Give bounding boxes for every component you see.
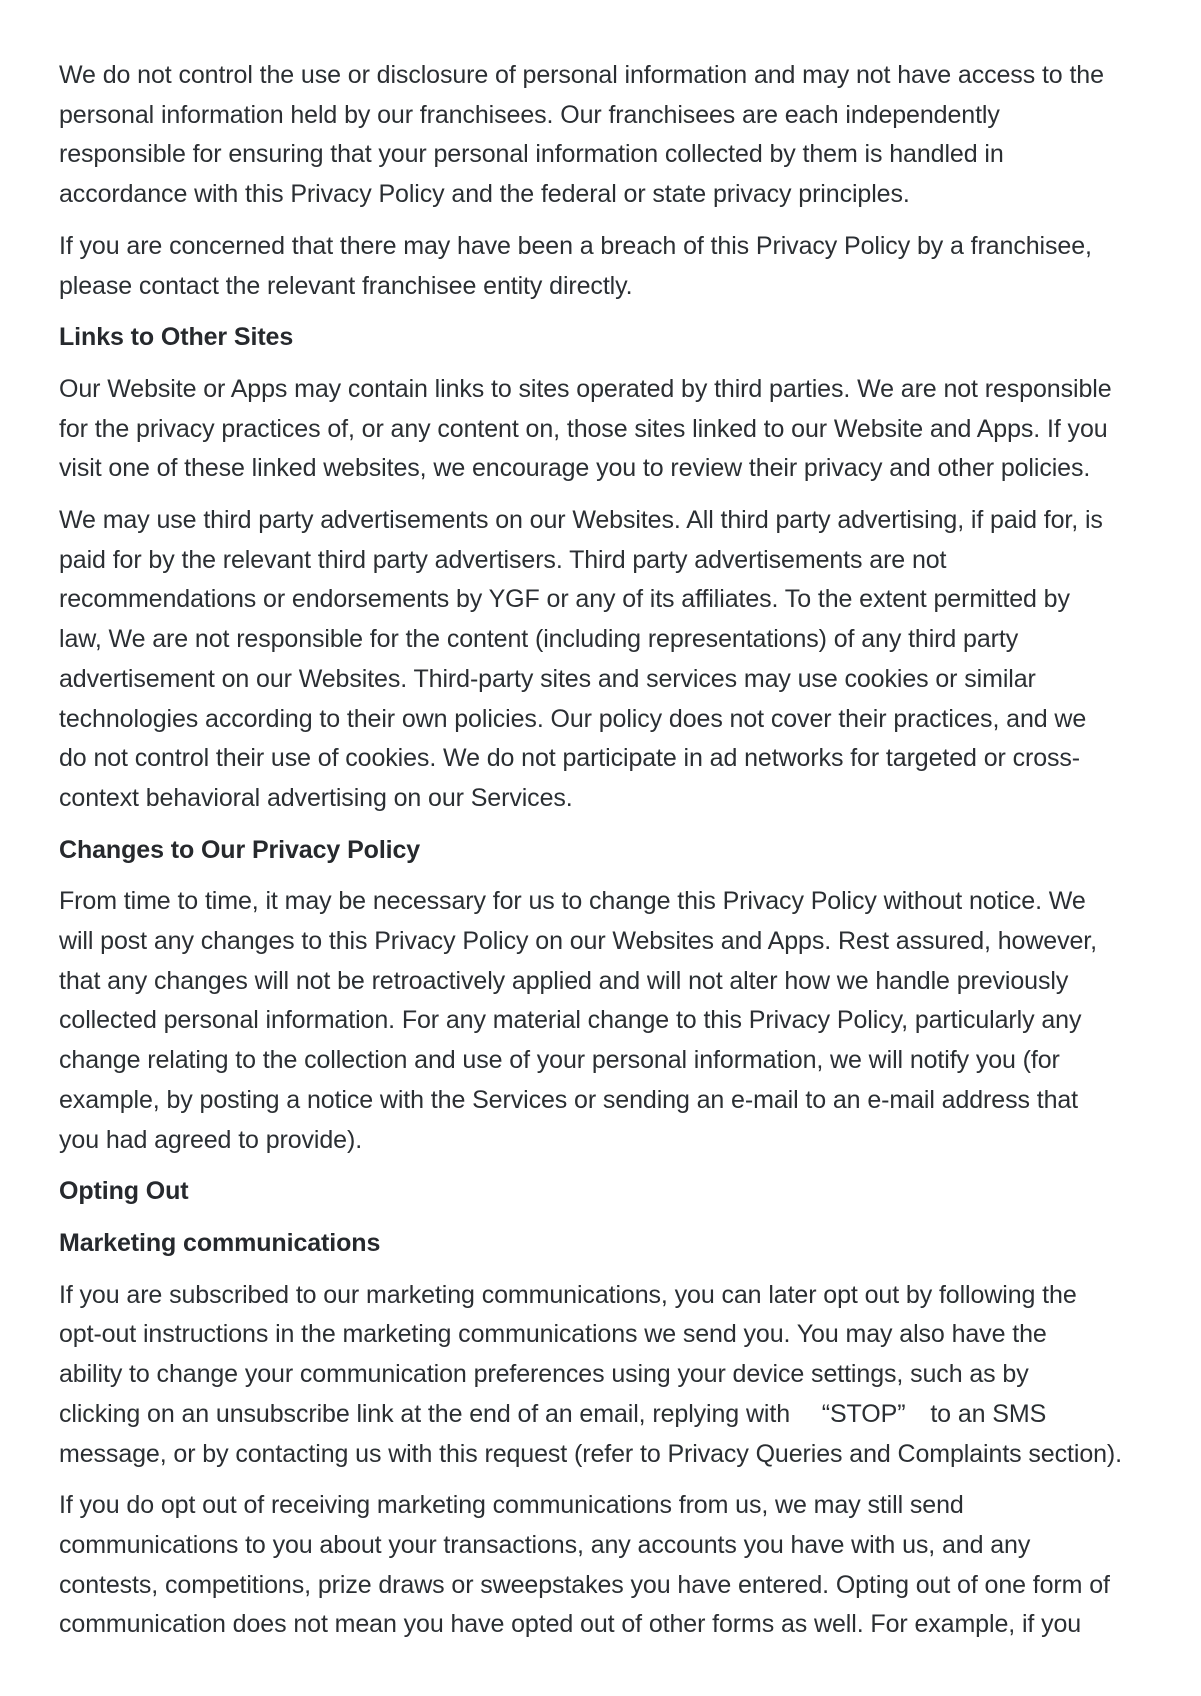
third-party-links-paragraph	[59, 370, 1157, 489]
privacy-policy-page	[59, 56, 1157, 1657]
third-party-advertising-paragraph	[59, 501, 1157, 819]
text-line: context behavioral advertising on our Services.	[59, 783, 573, 812]
text-line: If you are concerned that there may have been a breach of this Privacy Policy by a franchisee,	[59, 231, 1092, 260]
text-line: paid for by the relevant third party advertisers. Third party advertisements are not	[59, 545, 947, 574]
text-line: We do not control the use or disclosure of personal information and may not have access to the	[59, 61, 1104, 89]
marketing-communications-heading: Marketing communications	[59, 1228, 381, 1257]
text-line: law, We are not responsible for the content (including representations) of any third party	[59, 625, 1019, 654]
text-line: change relating to the collection and use of your personal information, we will notify you (for	[59, 1046, 1060, 1075]
text-line: you had agreed to provide).	[59, 1125, 363, 1154]
document-body	[59, 56, 1157, 1645]
changes-to-privacy-policy-heading: Changes to Our Privacy Policy	[59, 835, 421, 864]
franchisee-breach-paragraph	[59, 227, 1157, 306]
text-line: for the privacy practices of, or any content on, those sites linked to our Website and Apps. If you	[59, 414, 1108, 443]
text-line: We may use third party advertisements on our Websites. All third party advertising, if paid for, is	[59, 506, 1103, 535]
text-line: please contact the relevant franchisee entity directly.	[59, 271, 633, 300]
text-line: communications to you about your transactions, any accounts you have with us, and any	[59, 1530, 1031, 1559]
text-line: example, by posting a notice with the Services or sending an e-mail to an e-mail address that	[59, 1085, 1079, 1114]
text-line: responsible for ensuring that your personal information collected by them is handled in	[59, 140, 1004, 169]
text-line: opt-out instructions in the marketing communications we send you. You may also have the	[59, 1320, 1047, 1349]
marketing-opt-out-paragraph	[59, 1276, 1157, 1475]
text-line: communication does not mean you have opted out of other forms as well. For example, if you	[59, 1610, 1082, 1639]
text-line: advertisement on our Websites. Third-party sites and services may use cookies or similar	[59, 664, 1036, 693]
text-line: From time to time, it may be necessary for us to change this Privacy Policy without notice. We	[59, 887, 1086, 916]
text-line: contests, competitions, prize draws or sweepstakes you have entered. Opting out of one form of	[59, 1570, 1110, 1599]
text-line: Our Website or Apps may contain links to sites operated by third parties. We are not responsible	[59, 374, 1112, 403]
text-line: If you do opt out of receiving marketing communications from us, we may still send	[59, 1491, 964, 1520]
text-line: personal information held by our franchisees. Our franchisees are each independently	[59, 100, 1000, 129]
text-line: will post any changes to this Privacy Policy on our Websites and Apps. Rest assured, however,	[59, 927, 1097, 956]
links-to-other-sites-heading: Links to Other Sites	[59, 323, 294, 352]
text-line: collected personal information. For any material change to this Privacy Policy, particularly any	[59, 1006, 1082, 1035]
text-line: clicking on an unsubscribe link at the end of an email, replying with “STOP” to an SMS	[59, 1399, 1047, 1428]
text-line: accordance with this Privacy Policy and the federal or state privacy principles.	[59, 180, 910, 209]
text-line: technologies according to their own policies. Our policy does not cover their practices, and we	[59, 704, 1087, 733]
text-line: recommendations or endorsements by YGF or any of its affiliates. To the extent permitted by	[59, 585, 1070, 614]
text-line: message, or by contacting us with this request (refer to Privacy Queries and Complaints section).	[59, 1439, 1122, 1468]
text-line: ability to change your communication preferences using your device settings, such as by	[59, 1360, 1029, 1389]
franchisee-responsibility-paragraph	[59, 56, 1157, 215]
opting-out-heading: Opting Out	[59, 1177, 189, 1206]
opt-out-transactional-paragraph	[59, 1486, 1157, 1645]
text-line: If you are subscribed to our marketing communications, you can later opt out by following the	[59, 1280, 1077, 1309]
text-line: visit one of these linked websites, we encourage you to review their privacy and other policies.	[59, 454, 1091, 483]
text-line: that any changes will not be retroactively applied and will not alter how we handle previously	[59, 966, 1069, 995]
policy-changes-paragraph	[59, 882, 1157, 1160]
text-line: do not control their use of cookies. We do not participate in ad networks for targeted or cross-	[59, 744, 1081, 773]
